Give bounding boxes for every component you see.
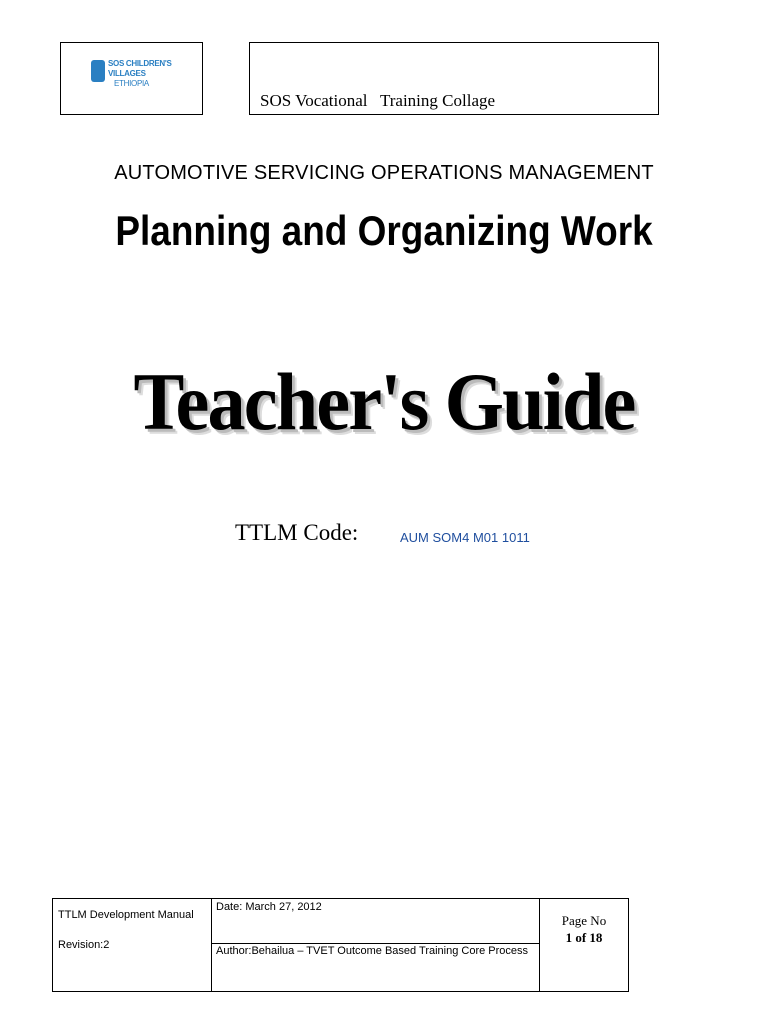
footer-date: Date: March 27, 2012 bbox=[216, 901, 322, 913]
logo-line-3: ETHIOPIA bbox=[114, 79, 149, 88]
footer-table bbox=[52, 898, 629, 992]
footer-author: Author:Behailua – TVET Outcome Based Training Core Process bbox=[216, 945, 529, 957]
footer-divider bbox=[212, 943, 539, 944]
footer-manual-cell bbox=[53, 899, 212, 992]
subject-heading: AUTOMOTIVE SERVICING OPERATIONS MANAGEMENT bbox=[114, 162, 654, 184]
logo-text bbox=[108, 59, 172, 89]
college-name: SOS Vocational Training Collage bbox=[260, 91, 496, 110]
sos-logo-icon bbox=[91, 60, 105, 82]
guide-title: Teacher's Guide bbox=[133, 356, 635, 447]
footer-manual: TTLM Development Manual bbox=[58, 909, 194, 921]
footer-page-label: Page No bbox=[561, 913, 607, 928]
footer-revision: Revision:2 bbox=[58, 939, 110, 951]
ttlm-code-label: TTLM Code: bbox=[235, 520, 359, 545]
footer-page-number: 1 of 18 bbox=[565, 930, 603, 945]
ttlm-code-value: AUM SOM4 M01 1011 bbox=[400, 530, 530, 545]
footer-page-cell bbox=[540, 899, 629, 992]
logo-line-2: VILLAGES bbox=[108, 69, 146, 78]
module-title: Planning and Organizing Work bbox=[115, 207, 653, 254]
footer-date-author-cell bbox=[212, 899, 540, 992]
college-box bbox=[249, 42, 659, 115]
logo-box bbox=[60, 42, 203, 115]
logo-line-1: SOS CHILDREN'S bbox=[108, 59, 172, 68]
